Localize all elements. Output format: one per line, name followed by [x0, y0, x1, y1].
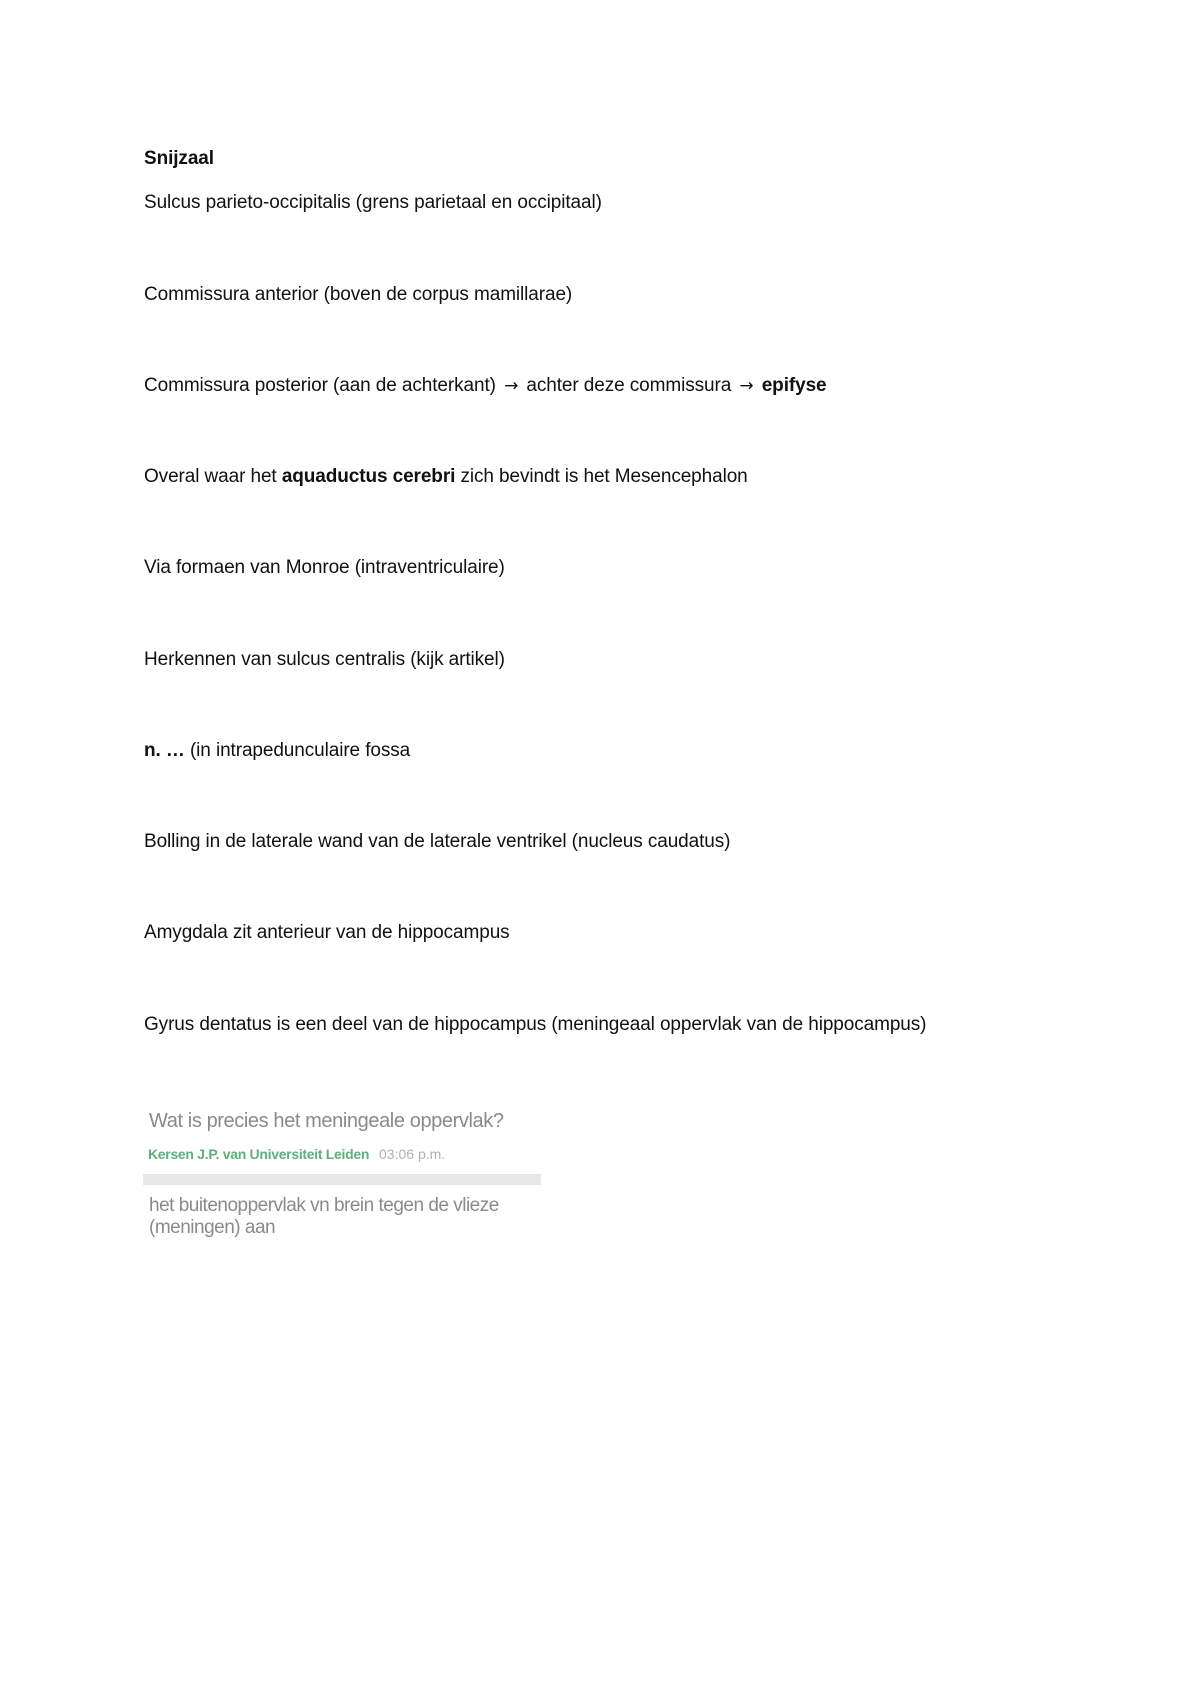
note-line-3-bold-term: epifyse — [761, 375, 827, 396]
embedded-chat-screenshot — [143, 1098, 541, 1246]
snippet-author: Kersen J.P. van Universiteit Leiden — [148, 1146, 370, 1162]
note-line-10: Gyrus dentatus is een deel van de hippocampus (meningeaal oppervlak van de hippocampus) — [144, 1014, 927, 1035]
note-line-4 — [144, 465, 748, 489]
note-line-7 — [144, 739, 410, 763]
note-line-8: Bolling in de laterale wand van de laterale ventrikel (nucleus caudatus) — [144, 831, 731, 852]
note-line-6: Herkennen van sulcus centralis (kijk artikel) — [144, 649, 505, 670]
right-arrow-icon: → — [504, 376, 519, 396]
note-line-9: Amygdala zit anterieur van de hippocampus — [144, 922, 510, 943]
note-line-7-rest: (in intrapedunculaire fossa — [189, 740, 411, 761]
note-line-4-bold-term: aquaductus cerebri — [281, 466, 456, 487]
note-line-4-before: Overal waar het — [144, 466, 277, 487]
note-line-5: Via formaen van Monroe (intraventriculaire) — [144, 557, 505, 578]
document-heading: Snijzaal — [144, 148, 214, 169]
note-line-7-bold-prefix: n. … — [144, 740, 185, 761]
note-line-1: Sulcus parieto-occipitalis (grens parietaal en occipitaal) — [144, 192, 602, 213]
note-line-3-part2: achter deze commissura — [526, 375, 732, 396]
note-line-3-part1: Commissura posterior (aan de achterkant) — [144, 375, 496, 396]
snippet-divider-bar — [143, 1174, 541, 1185]
note-line-4-after: zich bevindt is het Mesencephalon — [460, 466, 748, 487]
snippet-time: 03:06 p.m. — [379, 1146, 446, 1162]
snippet-meta — [148, 1146, 445, 1162]
note-line-2: Commissura anterior (boven de corpus mamillarae) — [144, 284, 573, 305]
note-line-3 — [144, 374, 827, 398]
snippet-answer: het buitenoppervlak vn brein tegen de vlieze (meningen) aan — [149, 1195, 499, 1238]
right-arrow-icon: → — [739, 376, 754, 396]
snippet-question: Wat is precies het meningeale oppervlak? — [149, 1110, 504, 1132]
